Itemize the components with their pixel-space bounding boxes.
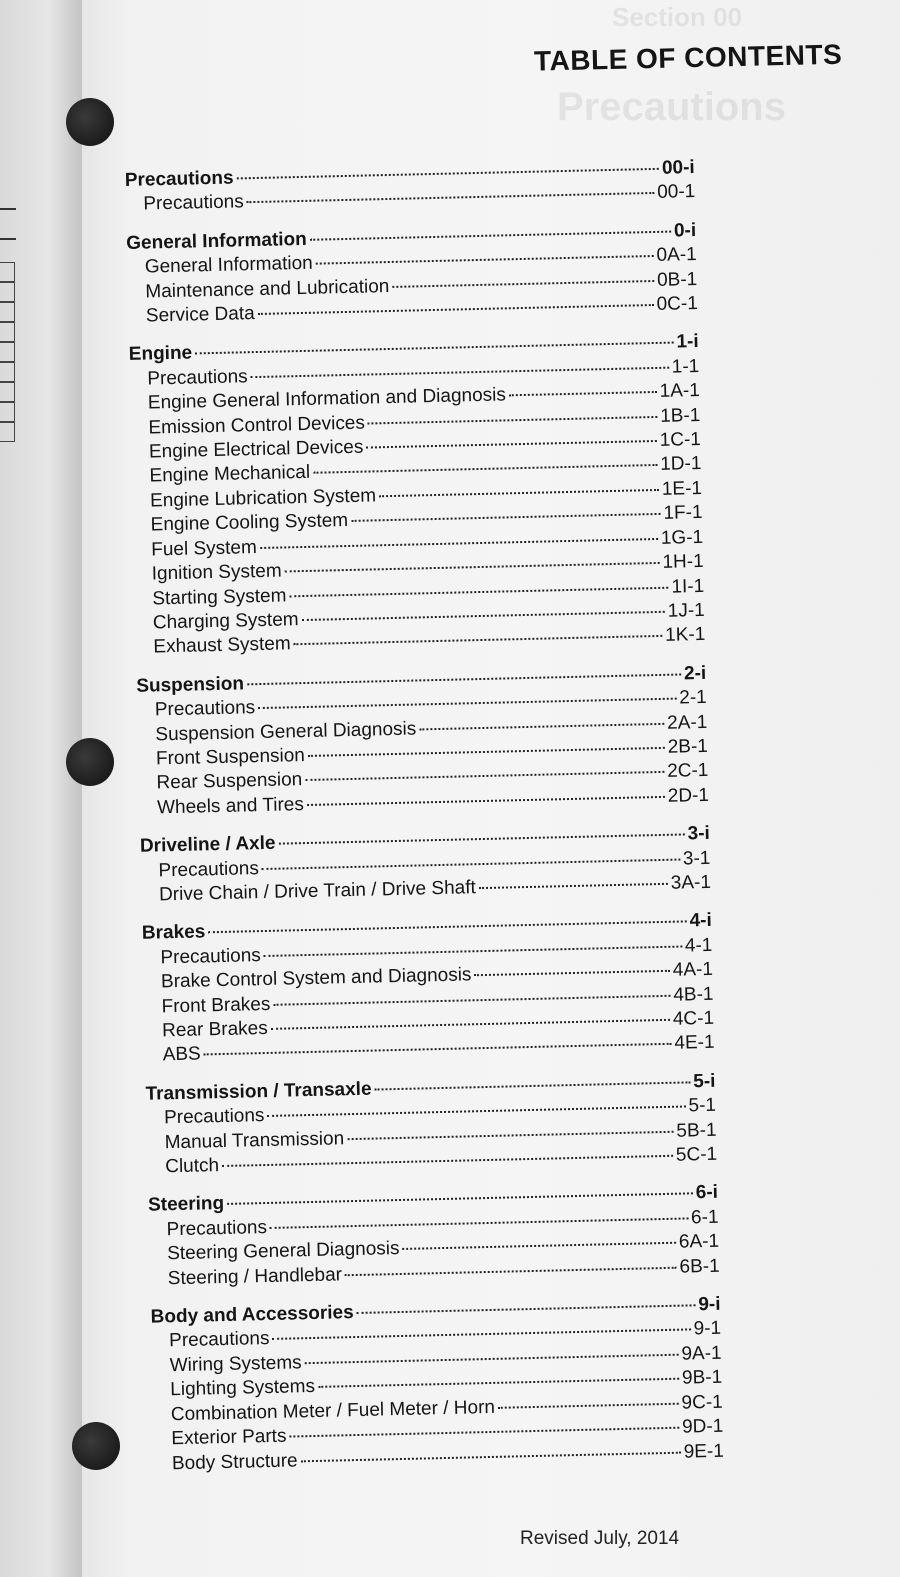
leader-dots xyxy=(509,391,657,396)
toc-body xyxy=(125,156,725,1477)
section-title: Suspension xyxy=(136,673,245,697)
entry-page: 1D-1 xyxy=(660,453,702,476)
entry-label: Steering General Diagnosis xyxy=(166,1238,400,1265)
entry-page: 2-1 xyxy=(679,687,707,709)
entry-page: 1H-1 xyxy=(662,551,704,573)
leader-dots xyxy=(366,440,656,449)
leader-dots xyxy=(307,796,665,806)
leader-dots xyxy=(272,1329,690,1340)
leader-dots xyxy=(227,1193,693,1206)
left-page-rule xyxy=(0,208,16,210)
entry-label: Precautions xyxy=(158,857,260,881)
section-page: 4-i xyxy=(689,910,713,932)
section-title: General Information xyxy=(126,228,307,254)
entry-page: 2C-1 xyxy=(666,760,709,783)
entry-page: 00-1 xyxy=(656,181,696,204)
toc-section xyxy=(126,219,698,330)
entry-label: Charging System xyxy=(152,609,299,634)
section-title: Transmission / Transaxle xyxy=(145,1078,372,1105)
entry-label: Service Data xyxy=(145,303,255,327)
toc-section xyxy=(140,822,712,908)
page-title: TABLE OF CONTENTS xyxy=(533,38,843,77)
entry-page: 1A-1 xyxy=(659,380,701,403)
leader-dots xyxy=(305,771,664,781)
section-page: 9-i xyxy=(698,1293,721,1316)
leader-dots xyxy=(357,1304,696,1314)
leader-dots xyxy=(474,970,669,976)
left-page-rule xyxy=(0,238,16,240)
leader-dots xyxy=(267,1106,685,1117)
section-title: Steering xyxy=(147,1193,225,1217)
entry-label: Emission Control Devices xyxy=(148,412,366,439)
entry-label: Front Brakes xyxy=(161,993,271,1017)
entry-page: 9A-1 xyxy=(681,1342,722,1365)
leader-dots xyxy=(262,858,680,869)
left-page-table-cell xyxy=(0,262,15,282)
leader-dots xyxy=(260,538,658,549)
leader-dots xyxy=(258,698,676,709)
section-title: Body and Accessories xyxy=(150,1302,354,1328)
entry-page: 0A-1 xyxy=(656,244,697,267)
leader-dots xyxy=(204,1043,672,1056)
entry-page: 4E-1 xyxy=(674,1032,715,1055)
showthrough-section-label: Section 00 xyxy=(612,2,743,32)
entry-label: Starting System xyxy=(152,584,287,609)
entry-label: Engine Lubrication System xyxy=(149,485,377,512)
entry-label: Body Structure xyxy=(171,1449,298,1474)
leader-dots xyxy=(247,673,681,685)
entry-page: 1F-1 xyxy=(663,502,703,525)
leader-dots xyxy=(285,562,660,573)
toc-section xyxy=(150,1293,724,1477)
entry-label: Rear Suspension xyxy=(156,769,303,794)
leader-dots xyxy=(313,464,657,474)
entry-page: 1G-1 xyxy=(660,526,704,549)
left-page-table-cell xyxy=(0,422,15,442)
entry-page: 4C-1 xyxy=(672,1007,715,1030)
leader-dots xyxy=(302,611,665,621)
leader-dots xyxy=(278,834,684,845)
section-page: 2-i xyxy=(683,662,707,685)
entry-page: 9D-1 xyxy=(681,1415,724,1438)
binder-hole xyxy=(72,1422,120,1470)
leader-dots xyxy=(247,192,655,203)
entry-label: Engine Electrical Devices xyxy=(148,436,364,463)
entry-page: 3A-1 xyxy=(670,871,712,894)
leader-dots xyxy=(301,1451,681,1462)
section-title: Precautions xyxy=(124,167,234,191)
entry-page: 1I-1 xyxy=(671,575,705,598)
entry-label: Exhaust System xyxy=(153,633,291,658)
entry-label: Precautions xyxy=(168,1328,270,1352)
entry-label: General Information xyxy=(144,252,313,278)
entry-label: Steering / Handlebar xyxy=(167,1263,343,1289)
entry-label: Manual Transmission xyxy=(164,1127,345,1153)
entry-label: Engine Mechanical xyxy=(149,462,311,487)
leader-dots xyxy=(318,1378,679,1388)
entry-label: Engine Cooling System xyxy=(150,510,349,536)
binder-hole xyxy=(66,98,114,146)
entry-page: 2B-1 xyxy=(667,735,709,758)
toc-section xyxy=(129,330,706,660)
entry-label: Clutch xyxy=(164,1155,220,1178)
entry-page: 5B-1 xyxy=(676,1119,717,1142)
section-page: 1-i xyxy=(676,331,699,353)
section-page: 3-i xyxy=(687,823,711,845)
entry-label: Ignition System xyxy=(151,560,282,585)
entry-label: Precautions xyxy=(147,366,248,390)
entry-page: 9B-1 xyxy=(681,1367,723,1389)
revision-footer: Revised July, 2014 xyxy=(520,1528,680,1549)
entry-page: 1C-1 xyxy=(659,429,702,451)
entry-label: Precautions xyxy=(154,697,256,721)
entry-page: 5-1 xyxy=(688,1095,717,1117)
entry-page: 1E-1 xyxy=(661,477,703,500)
entry-page: 3-1 xyxy=(682,847,711,870)
leader-dots xyxy=(258,304,654,315)
section-page: 5-i xyxy=(693,1070,716,1093)
leader-dots xyxy=(208,921,686,934)
entry-label: Precautions xyxy=(160,944,262,969)
leader-dots xyxy=(498,1402,679,1408)
section-page: 6-i xyxy=(695,1182,719,1204)
showthrough-heading: Precautions xyxy=(557,85,786,129)
leader-dots xyxy=(294,635,663,645)
section-title: Driveline / Axle xyxy=(139,832,276,857)
section-title: Brakes xyxy=(141,921,206,945)
entry-label: Wiring Systems xyxy=(169,1352,302,1377)
leader-dots xyxy=(392,280,654,288)
entry-page: 6A-1 xyxy=(678,1231,720,1253)
entry-page: 1J-1 xyxy=(667,599,705,622)
entry-label: Lighting Systems xyxy=(170,1376,316,1401)
entry-label: Drive Chain / Drive Train / Drive Shaft xyxy=(158,877,476,906)
entry-page: 6B-1 xyxy=(679,1255,720,1278)
entry-label: Precautions xyxy=(163,1105,265,1129)
entry-page: 9C-1 xyxy=(681,1391,723,1414)
table-of-contents xyxy=(122,38,843,1490)
left-page-table-cell xyxy=(0,282,15,302)
entry-page: 2A-1 xyxy=(666,711,708,734)
leader-dots xyxy=(316,255,654,265)
leader-dots xyxy=(264,945,682,956)
leader-dots xyxy=(222,1155,673,1167)
leader-dots xyxy=(310,230,671,240)
entry-label: Suspension General Diagnosis xyxy=(155,718,417,745)
entry-page: 9E-1 xyxy=(683,1440,725,1463)
leader-dots xyxy=(347,1130,673,1139)
entry-page: 4A-1 xyxy=(672,959,714,981)
entry-page: 6-1 xyxy=(690,1206,719,1229)
section-page: 00-i xyxy=(661,157,695,179)
left-page-table-cell xyxy=(0,342,15,362)
left-page-table-cell xyxy=(0,302,15,322)
leader-dots xyxy=(251,367,669,378)
entry-page: 0B-1 xyxy=(656,268,698,291)
entry-label: Precautions xyxy=(166,1216,268,1241)
toc-section xyxy=(145,1070,717,1181)
entry-label: Combination Meter / Fuel Meter / Horn xyxy=(170,1396,496,1425)
leader-dots xyxy=(351,513,660,522)
toc-section xyxy=(142,909,715,1068)
entry-page: 5C-1 xyxy=(675,1143,718,1166)
left-page-table-cell xyxy=(0,362,15,382)
entry-label: Rear Brakes xyxy=(161,1017,268,1042)
entry-page: 9-1 xyxy=(693,1318,722,1340)
leader-dots xyxy=(237,168,659,180)
leader-dots xyxy=(379,489,659,497)
leader-dots xyxy=(308,747,665,757)
binder-hole xyxy=(66,738,114,786)
leader-dots xyxy=(479,883,668,889)
entry-label: Exterior Parts xyxy=(171,1425,287,1450)
entry-label: Engine General Information and Diagnosis xyxy=(147,384,507,414)
entry-label: ABS xyxy=(162,1043,201,1066)
leader-dots xyxy=(403,1242,676,1250)
left-page-table-cell xyxy=(0,382,15,402)
leader-dots xyxy=(305,1354,679,1364)
leader-dots xyxy=(375,1081,691,1090)
leader-dots xyxy=(289,586,668,597)
entry-page: 1B-1 xyxy=(659,404,701,427)
left-page-table-cell xyxy=(0,322,15,342)
entry-page: 1-1 xyxy=(671,355,700,378)
toc-section xyxy=(125,156,696,218)
leader-dots xyxy=(195,342,673,355)
leader-dots xyxy=(419,722,664,730)
entry-label: Fuel System xyxy=(150,536,258,561)
leader-dots xyxy=(368,416,657,425)
entry-page: 0C-1 xyxy=(656,293,699,315)
entry-label: Brake Control System and Diagnosis xyxy=(160,964,472,993)
leader-dots xyxy=(289,1427,679,1438)
entry-page: 2D-1 xyxy=(667,784,710,807)
section-title: Engine xyxy=(128,342,193,366)
toc-section xyxy=(136,662,709,821)
entry-page: 4-1 xyxy=(684,934,713,957)
leader-dots xyxy=(345,1266,677,1276)
leader-dots xyxy=(270,1217,688,1228)
entry-label: Maintenance and Lubrication xyxy=(145,275,390,303)
toc-section xyxy=(148,1181,720,1292)
leader-dots xyxy=(271,1019,670,1030)
section-page: 0-i xyxy=(673,219,697,242)
entry-page: 4B-1 xyxy=(673,983,714,1006)
entry-label: Precautions xyxy=(143,191,244,215)
entry-page: 1K-1 xyxy=(664,624,706,647)
entry-label: Front Suspension xyxy=(155,744,306,770)
left-page-edge xyxy=(0,0,82,1577)
left-page-table-cell xyxy=(0,402,15,422)
leader-dots xyxy=(273,994,670,1005)
entry-label: Wheels and Tires xyxy=(156,793,305,819)
